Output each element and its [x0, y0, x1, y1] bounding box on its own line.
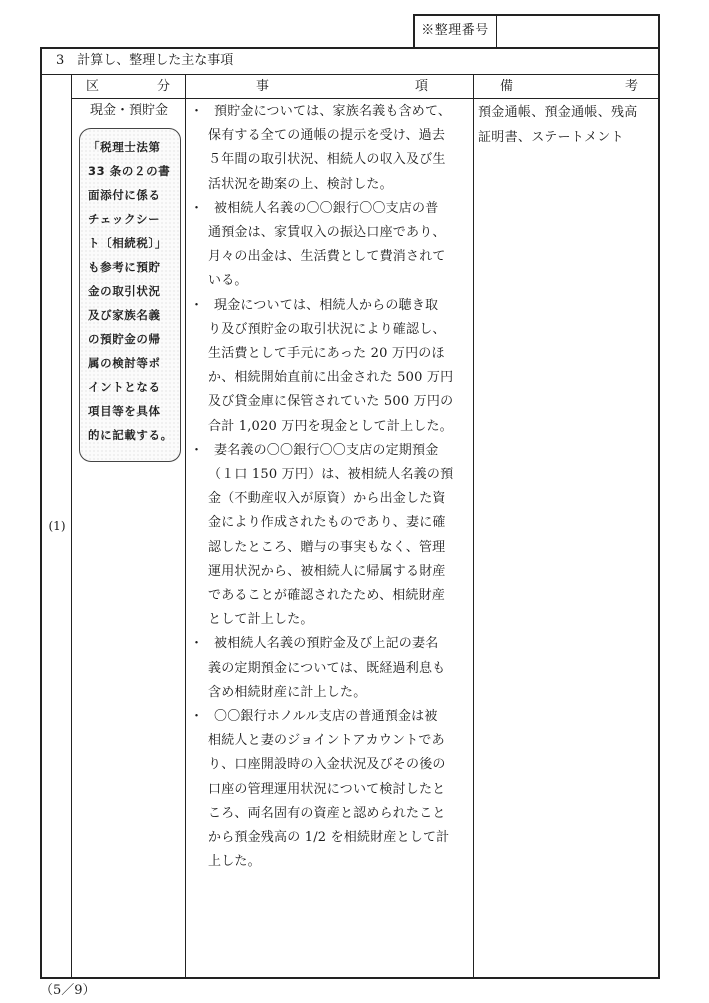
remarks-column — [478, 100, 658, 150]
reference-number-label: ※整理番号 — [421, 23, 489, 38]
matter-item — [190, 632, 472, 705]
remarks-line: 預金通帳、預金通帳、残高 — [478, 105, 638, 120]
matter-line: り、口座開設時の入金状況及びその後の — [208, 757, 446, 773]
guidance-note-line: 項目等を具体 — [88, 404, 161, 418]
matter-line-text: 現金については、相続人からの聴き取 — [214, 297, 439, 313]
header-jiko — [186, 76, 472, 98]
guidance-note-line: の預貯金の帰 — [88, 332, 161, 346]
bullet-icon: ・ — [190, 297, 204, 313]
col-divider-kubun — [185, 74, 186, 978]
matter-line — [190, 439, 472, 463]
bullet-icon: ・ — [190, 200, 204, 216]
matter-line — [190, 705, 472, 729]
reference-number-field[interactable] — [498, 16, 656, 46]
remarks-line: 証明書、ステートメント — [478, 130, 624, 145]
matter-line: 上した。 — [208, 854, 261, 870]
matter-line — [190, 294, 472, 318]
bullet-icon: ・ — [190, 709, 204, 725]
refbox-right-border — [658, 14, 660, 47]
header-kubun-char-2: 分 — [156, 79, 170, 94]
matter-line: か、相続開始直前に出金された 500 万円 — [208, 370, 454, 386]
matter-line: であることが確認されたため、相続財産 — [208, 588, 446, 604]
matter-line: 認したところ、贈与の事実もなく、管理 — [208, 539, 446, 555]
matter-line: 月々の出金は、生活費として費消されて — [208, 249, 446, 265]
header-row-divider — [71, 98, 659, 99]
matter-line: として計上した。 — [208, 612, 314, 628]
matter-line: いる。 — [208, 273, 248, 289]
guidance-note-line: 及び家族名義 — [88, 308, 161, 322]
page-number: （5／9） — [40, 983, 96, 998]
header-biko-char-2: 考 — [624, 79, 638, 94]
guidance-note-line: イントとなる — [88, 380, 161, 394]
matter-line: （１口 150 万円）は、被相続人名義の預 — [208, 467, 454, 483]
table-bottom-border — [40, 977, 660, 979]
guidance-note-line: ト〔相続税〕」 — [88, 236, 167, 250]
matter-line-text: 妻名義の〇〇銀行〇〇支店の定期預金 — [214, 442, 439, 458]
matter-line — [190, 197, 472, 221]
matter-line: 金（不動産収入が原資）から出金した資 — [208, 491, 446, 507]
guidance-note-line: 「税理士法第 — [88, 140, 161, 154]
matter-line-text: 被相続人名義の〇〇銀行〇〇支店の普 — [214, 200, 439, 216]
matters-column — [190, 100, 472, 875]
table-left-border — [40, 47, 42, 978]
matter-line: 通預金は、家賃収入の振込口座であり、 — [208, 225, 446, 241]
matter-line: ５年間の取引状況、相続人の収入及び生 — [208, 152, 446, 168]
header-jiko-char-1: 事 — [256, 79, 270, 94]
matter-line: 保有する全ての通帳の提示を受け、過去 — [208, 128, 446, 144]
refbox-divider — [496, 14, 497, 47]
guidance-note-line: 面添付に係る — [88, 188, 161, 202]
bullet-icon: ・ — [190, 636, 204, 652]
matter-item — [190, 294, 472, 439]
matter-line: り及び預貯金の取引状況により確認し、 — [208, 321, 446, 337]
header-kubun — [72, 76, 184, 98]
guidance-note-line: 33 条の２の書 — [88, 164, 171, 178]
guidance-note-line: も参考に預貯 — [88, 260, 161, 274]
header-jiko-char-2: 項 — [414, 79, 428, 94]
matter-line — [190, 100, 472, 124]
table-right-border — [658, 47, 660, 978]
col-divider-jiko — [473, 74, 474, 978]
matter-item — [190, 705, 472, 874]
matter-item — [190, 100, 472, 197]
bullet-icon: ・ — [190, 104, 204, 119]
row-number: (1) — [48, 519, 66, 533]
category-label: 現金・預貯金 — [89, 103, 168, 118]
section-title: 3 計算し、整理した主な事項 — [56, 53, 234, 68]
header-biko-char-1: 備 — [500, 79, 514, 94]
bullet-icon: ・ — [190, 442, 204, 458]
matter-line: 及び貸金庫に保管されていた 500 万円の — [208, 394, 454, 410]
guidance-note-line: 的に記載する。 — [88, 428, 173, 442]
matter-item — [190, 197, 472, 294]
matter-item — [190, 439, 472, 633]
matter-line: 活状況を勘案の上、検討した。 — [208, 176, 393, 192]
guidance-note-line: 属の検討等ポ — [88, 356, 161, 370]
guidance-note-line: チェックシー — [88, 212, 161, 226]
matter-line-text: 〇〇銀行ホノルル支店の普通預金は被 — [214, 709, 438, 725]
matter-line: ころ、両名固有の資産と認められたこと — [208, 805, 446, 821]
matter-line: 合計 1,020 万円を現金として計上した。 — [208, 418, 453, 434]
section-title-divider — [40, 74, 659, 75]
guidance-note — [79, 128, 181, 462]
header-biko — [474, 76, 658, 98]
matter-line: 相続人と妻のジョイントアカウントであ — [208, 733, 445, 749]
matter-line: 生活費として手元にあった 20 万円のほ — [208, 346, 445, 362]
matter-line: 口座の管理運用状況について検討したと — [208, 781, 446, 797]
guidance-note-line: 金の取引状況 — [88, 284, 161, 298]
matter-line: 義の定期預金については、既経過利息も — [208, 660, 446, 676]
matter-line: 含め相続財産に計上した。 — [208, 684, 367, 700]
matter-line-text: 預貯金については、家族名義も含めて、 — [214, 104, 452, 119]
matter-line — [190, 632, 472, 656]
matter-line: 運用状況から、被相続人に帰属する財産 — [208, 563, 446, 579]
header-kubun-char-1: 区 — [86, 79, 100, 94]
matter-line: 金により作成されたものであり、妻に確 — [208, 515, 446, 531]
matter-line: から預金残高の 1/2 を相続財産として計 — [208, 830, 450, 846]
matter-line-text: 被相続人名義の預貯金及び上記の妻名 — [214, 636, 439, 652]
